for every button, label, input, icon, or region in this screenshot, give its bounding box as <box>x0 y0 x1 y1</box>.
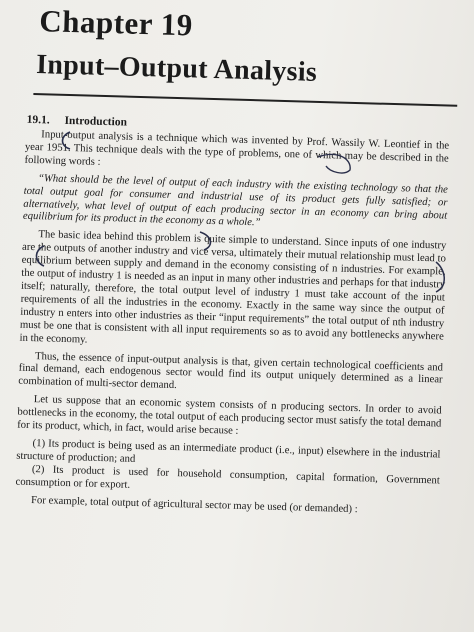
list-item-2: (2) Its product is used for household consumption, capital formation, Government consumption or for export. <box>15 462 440 491</box>
paragraph-essence: Thus, the essence of input-output analysis is that, given certain technological coefficients and final demand, each endogenous sector would find its output uniquely determined as a linear combination of multi-sector demand. <box>18 349 444 392</box>
paragraph-intro: Input-output analysis is a technique which was invented by Prof. Wassily W. Leontief in the year 1951. This technique deals with the type of problems, one of which may be described in the following words : <box>24 128 450 168</box>
demand-list <box>15 437 440 500</box>
list-item-1: (1) Its product is being used as an intermediate product (i.e., input) elsewhere in the industrial structure of production; and <box>16 437 441 465</box>
section-title: Introduction <box>64 114 128 129</box>
paragraph-example: For example, total output of agricultural sector may be used (or demanded) : <box>30 493 358 515</box>
title-rule <box>33 93 457 107</box>
section-number: 19.1. <box>26 113 50 127</box>
chapter-title: Input–Output Analysis <box>35 49 318 88</box>
paragraph-basic-idea: The basic idea behind this problem is quite simple to understand. Since inputs of one industry are the outputs of another industry and vice versa, ultimately their mutual relationship must lead to equilibrium between supply and demand in the economy consisting of n industries. For example, the output of industry 1 is needed as an input in many other industries and perhaps for that industry itself; naturally, therefore, the total output level of industry 1 must take account of the input requirements of all the industries in the economy. Exactly in the same way since the output of industry n enters into other industries as their “input requirements” the total output of nth industry must be one that is consistent with all input requirements so as to avoid any bottlenecks anywhere in the economy. <box>19 228 447 346</box>
paragraph-economic-system: Let us suppose that an economic system consists of n producing sectors. In order to avoid bottlenecks in the economy, the total output of each producing sector must satisfy the total demand for its product, which, in fact, would arise because : <box>16 393 442 437</box>
chapter-label: Chapter 19 <box>38 3 194 43</box>
section-heading <box>26 114 127 129</box>
paragraph-quote: “What should be the level of output of each industry with the existing technology so that the total output goal for consumer and industrial use of its product gets fully satisfied; or alternatively, what level of output of each producing sector in an economy can bring about equilibrium for its product in the economy as a whole.” <box>22 171 449 229</box>
body-text <box>15 128 449 518</box>
